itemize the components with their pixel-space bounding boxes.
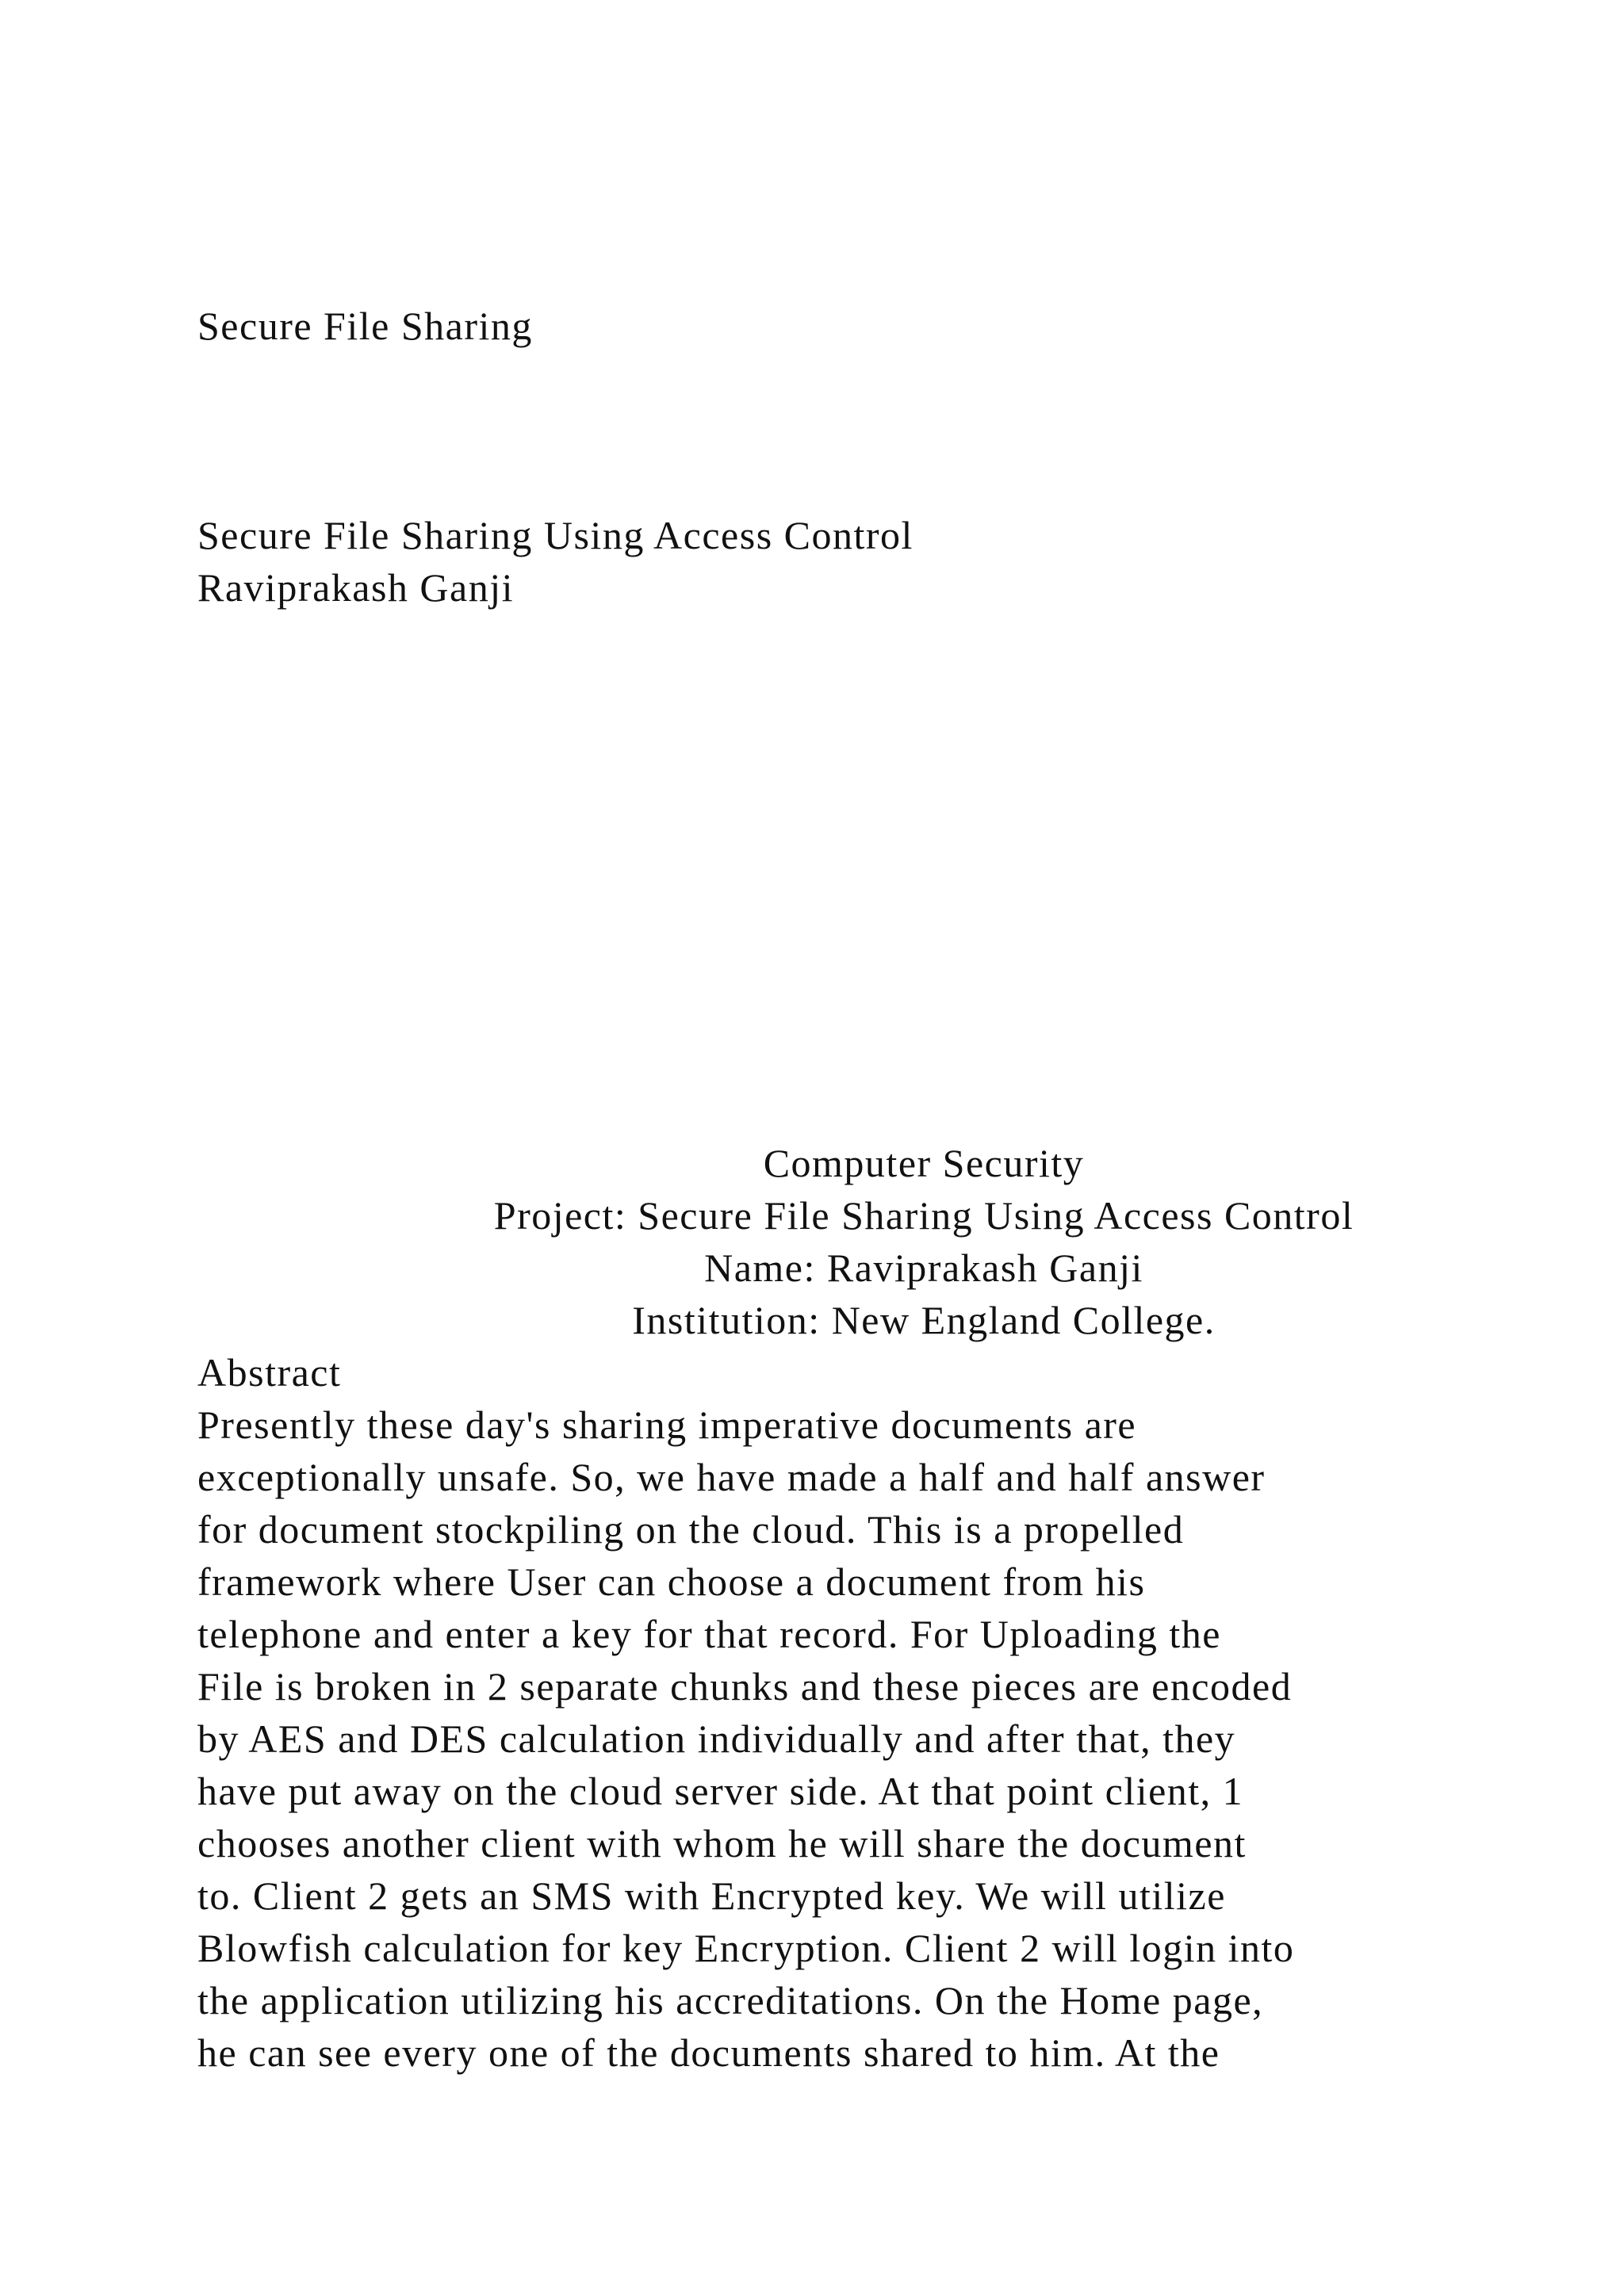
abstract-line: File is broken in 2 separate chunks and these pieces are encoded (197, 1664, 1293, 1709)
abstract-line: exceptionally unsafe. So, we have made a half and half answer (197, 1455, 1266, 1499)
abstract-line: have put away on the cloud server side. At that point client, 1 (197, 1769, 1244, 1813)
abstract-heading: Abstract (197, 1350, 342, 1395)
running-title: Secure File Sharing (197, 304, 533, 348)
name-line: Name: Raviprakash Ganji (704, 1246, 1143, 1290)
abstract-line: Presently these day's sharing imperative documents are (197, 1402, 1137, 1447)
abstract-line: telephone and enter a key for that record. For Uploading the (197, 1612, 1221, 1656)
abstract-line: to. Client 2 gets an SMS with Encrypted key. We will utilize (197, 1873, 1226, 1918)
abstract-line: framework where User can choose a document from his (197, 1559, 1146, 1604)
abstract-line: Blowfish calculation for key Encryption. Client 2 will login into (197, 1926, 1295, 1970)
course-line: Computer Security (763, 1141, 1085, 1185)
project-line: Project: Secure File Sharing Using Access Control (493, 1193, 1354, 1238)
institution-line: Institution: New England College. (632, 1298, 1216, 1342)
abstract-line: for document stockpiling on the cloud. This is a propelled (197, 1507, 1185, 1552)
cover-author: Raviprakash Ganji (197, 565, 515, 610)
abstract-line: chooses another client with whom he will share the document (197, 1821, 1247, 1866)
abstract-line: by AES and DES calculation individually and after that, they (197, 1716, 1236, 1761)
abstract-line: he can see every one of the documents shared to him. At the (197, 2030, 1220, 2075)
abstract-line: the application utilizing his accreditations. On the Home page, (197, 1978, 1264, 2022)
cover-title: Secure File Sharing Using Access Control (197, 513, 914, 557)
